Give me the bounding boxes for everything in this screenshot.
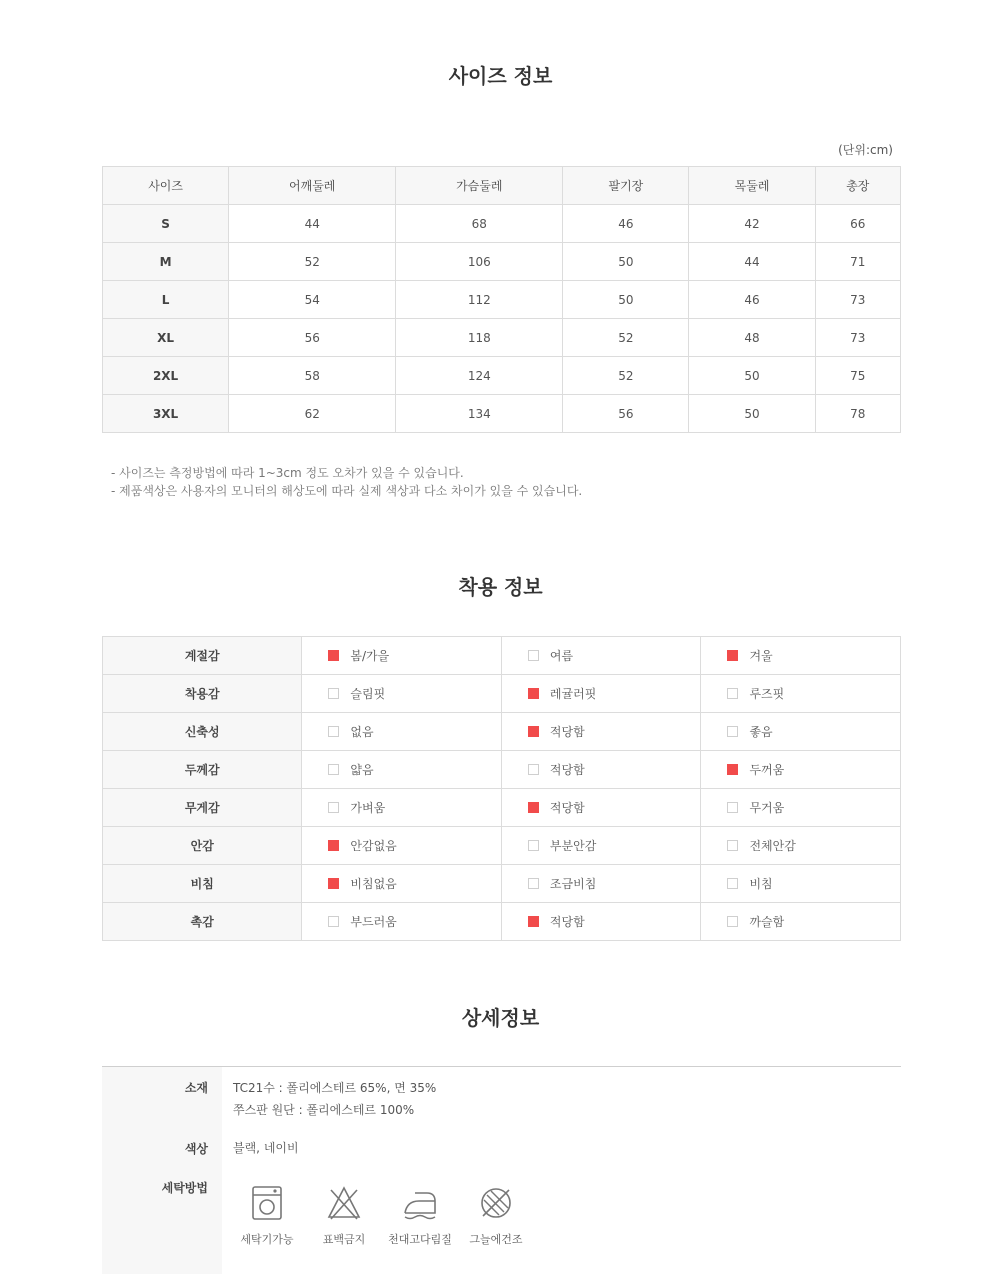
wear-option-label: 좋음 [749,725,773,739]
wear-option [501,751,701,789]
wear-category: 두께감 [103,751,302,789]
table-cell: 134 [396,395,563,433]
wear-option [302,903,502,941]
table-cell: 54 [229,281,396,319]
shade-dry-icon [478,1185,514,1221]
wear-category: 비침 [103,865,302,903]
note-line: - 제품색상은 사용자의 모니터의 해상도에 따라 실제 색상과 다소 차이가 있을 수 있습니다. [111,484,583,498]
wear-option [701,865,901,903]
wear-category: 무게감 [103,789,302,827]
unchecked-square-icon [528,764,539,775]
wear-category: 계절감 [103,637,302,675]
table-row [103,395,901,433]
wear-option-label: 까슬함 [749,915,785,929]
size-cell: XL [103,319,229,357]
wear-category: 촉감 [103,903,302,941]
wear-option [302,751,502,789]
checked-square-icon [328,840,339,851]
table-cell: 52 [563,357,689,395]
wear-option-label: 조금비침 [549,877,597,891]
wear-row [103,675,901,713]
unchecked-square-icon [727,726,738,737]
wear-option-label: 무거움 [749,801,785,815]
wear-option-label: 겨울 [749,649,773,663]
material-label: 소재 [184,1081,208,1095]
wear-option [302,865,502,903]
table-cell: 50 [563,281,689,319]
table-row [103,357,901,395]
wear-option [302,789,502,827]
table-cell: 46 [689,281,815,319]
table-cell: 56 [563,395,689,433]
size-cell: M [103,243,229,281]
table-cell: 73 [815,319,900,357]
wear-row [103,903,901,941]
wear-option-label: 안감없음 [350,839,397,853]
wear-row [103,789,901,827]
table-row [103,319,901,357]
wear-option-label: 부분안감 [549,839,597,853]
wear-option-label: 루즈핏 [749,687,785,701]
wear-row [103,751,901,789]
size-cell: S [103,205,229,243]
unit-label: (단위:cm) [838,143,893,157]
wear-option-label: 적당함 [549,801,585,815]
wear-section-title: 착용 정보 [458,575,543,599]
table-cell: 56 [229,319,396,357]
color-value: 블랙, 네이비 [233,1141,299,1155]
checked-square-icon [328,878,339,889]
table-cell: 52 [229,243,396,281]
wash-label-text: 천대고다림질 [388,1233,452,1246]
wash-label: 세탁방법 [161,1181,208,1195]
wear-option-label: 부드러움 [350,915,397,929]
wear-option [701,827,901,865]
table-cell: 62 [229,395,396,433]
table-cell: 50 [563,243,689,281]
size-section-title: 사이즈 정보 [448,64,553,88]
material-value [233,1077,436,1121]
table-cell: 78 [815,395,900,433]
checked-square-icon [528,688,539,699]
checked-square-icon [528,916,539,927]
table-cell: 50 [689,395,815,433]
wear-option [501,675,701,713]
table-cell: 124 [396,357,563,395]
unchecked-square-icon [328,764,339,775]
wear-row [103,865,901,903]
wear-option [501,827,701,865]
color-label: 색상 [184,1142,208,1156]
header-shoulder: 어깨둘레 [229,167,396,205]
unchecked-square-icon [528,650,539,661]
unchecked-square-icon [727,878,738,889]
wear-option [701,637,901,675]
wear-option-label: 얇음 [350,763,374,777]
wear-option-label: 여름 [549,649,574,663]
table-cell: 50 [689,357,815,395]
wear-option [302,713,502,751]
wash-label-text: 표백금지 [322,1233,366,1246]
unchecked-square-icon [328,726,339,737]
table-cell: 46 [563,205,689,243]
unchecked-square-icon [727,916,738,927]
table-cell: 106 [396,243,563,281]
detail-label-column [102,1067,222,1274]
wear-option-label: 레귤러핏 [549,687,597,701]
wear-category: 안감 [103,827,302,865]
table-cell: 73 [815,281,900,319]
wear-info-table [102,636,901,941]
iron-icon [401,1185,439,1221]
wear-option [501,865,701,903]
checked-square-icon [528,726,539,737]
unchecked-square-icon [328,916,339,927]
wear-option [501,637,701,675]
unchecked-square-icon [528,878,539,889]
wear-row [103,637,901,675]
table-cell: 44 [689,243,815,281]
size-cell: L [103,281,229,319]
wear-option [701,751,901,789]
wear-option [701,675,901,713]
wear-option [701,789,901,827]
table-cell: 44 [229,205,396,243]
checked-square-icon [727,764,738,775]
checked-square-icon [528,802,539,813]
table-row [103,205,901,243]
wear-option [501,789,701,827]
wear-row [103,713,901,751]
table-cell: 71 [815,243,900,281]
unchecked-square-icon [328,802,339,813]
no-bleach-icon [326,1185,362,1221]
material-line: 쭈스판 원단 : 폴리에스테르 100% [233,1103,415,1117]
table-cell: 66 [815,205,900,243]
checked-square-icon [727,650,738,661]
wear-option [302,827,502,865]
wash-label-text: 세탁기가능 [240,1233,294,1246]
wear-option [501,713,701,751]
checked-square-icon [328,650,339,661]
table-cell: 112 [396,281,563,319]
wear-category: 착용감 [103,675,302,713]
size-cell: 3XL [103,395,229,433]
wash-label-text: 그늘에건조 [469,1233,523,1246]
wear-option-label: 두꺼움 [749,763,785,777]
header-neck: 목둘레 [689,167,815,205]
header-size: 사이즈 [103,167,229,205]
wear-option-label: 없음 [350,725,374,739]
table-cell: 58 [229,357,396,395]
wear-option-label: 전체안감 [749,839,796,853]
table-cell: 118 [396,319,563,357]
wear-option-label: 가벼움 [350,801,386,815]
wear-option [302,675,502,713]
table-row [103,243,901,281]
washing-machine-icon [250,1185,284,1221]
size-table-header [103,167,901,205]
size-cell: 2XL [103,357,229,395]
wear-option-label: 봄/가을 [350,649,390,663]
wear-option-label: 비침 [749,877,773,891]
wear-option [501,903,701,941]
size-table [102,166,901,433]
unchecked-square-icon [727,802,738,813]
table-cell: 52 [563,319,689,357]
header-length: 총장 [815,167,900,205]
wear-option-label: 적당함 [549,915,585,929]
unchecked-square-icon [727,840,738,851]
detail-section-title: 상세정보 [461,1006,540,1030]
table-cell: 75 [815,357,900,395]
wash-item [451,1185,541,1247]
wear-option-label: 슬림핏 [350,687,386,701]
header-sleeve: 팔기장 [563,167,689,205]
wear-option-label: 비침없음 [350,877,397,891]
wear-row [103,827,901,865]
table-cell: 68 [396,205,563,243]
wear-option [701,713,901,751]
wear-option-label: 적당함 [549,763,585,777]
material-line: TC21수 : 폴리에스테르 65%, 면 35% [233,1081,437,1095]
unchecked-square-icon [528,840,539,851]
unchecked-square-icon [328,688,339,699]
wear-option-label: 적당함 [549,725,585,739]
wear-option [701,903,901,941]
table-cell: 42 [689,205,815,243]
table-row [103,281,901,319]
unchecked-square-icon [727,688,738,699]
wear-option [302,637,502,675]
note-line: - 사이즈는 측정방법에 따라 1~3cm 정도 오차가 있을 수 있습니다. [111,466,464,480]
size-notes [111,464,582,500]
header-chest: 가슴둘레 [396,167,563,205]
wear-category: 신축성 [103,713,302,751]
table-cell: 48 [689,319,815,357]
